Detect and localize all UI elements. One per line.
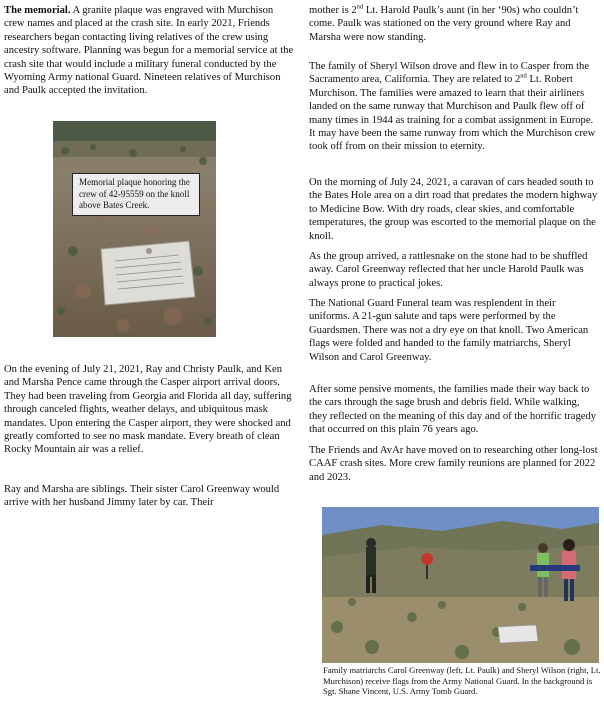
ceremony-image (322, 507, 599, 663)
rattlesnake-paragraph: As the group arrived, a rattlesnake on the stone had to be shuffled away. Carol Greenway reflected that her uncle Harold Paulk was always prone to practical jokes. (309, 251, 588, 289)
reunions-paragraph: The Friends and AvAr have moved on to researching other long-lost CAAF crash sites. More crew family reunions are planned for 2022 and 2023. (309, 445, 598, 483)
wilson-text-b: Lt. Robert Murchison. The families were amazed to learn that their airliners landed on the same runway that Murchison and Paulk flew off of many times in 1944 as training for a combat assignment in Europe. It may have been the same runway from which the Murchison crew took off from on their mission to eternity. (309, 74, 596, 153)
section-title: The memorial. (4, 5, 71, 16)
ceremony-photo (322, 507, 599, 663)
reflection-paragraph: After some pensive moments, the families made their way back to the cars through the sage brush and debris field. While walking, they reflected on the meaning of this day and of the horrific tragedy that occurred on this plain 76 years ago. (309, 384, 597, 436)
wilson-text-a: The family of Sheryl Wilson drove and flew in to Casper from the Sacramento area, California. They are related to 2 (309, 61, 590, 86)
memorial-plaque-image (53, 121, 216, 337)
mother-paragraph (309, 4, 599, 44)
photo-caption: Family matriarchs Carol Greenway (left, Lt. Paulk) and Sheryl Wilson (right, Lt. Murchison) receive flags from the Army National Guard. In the background is Sgt. Shane Vincent, U.S. Army Tomb Guard. (323, 665, 601, 697)
caravan-paragraph: On the morning of July 24, 2021, a caravan of cars headed south to the Bates Hole area on a dirt road that predates the modern highway to Medicine Bow. With dry roads, clear skies, and comfortable temperatures, the group was escorted to the memorial plaque on the knoll. (309, 177, 598, 242)
memorial-text: A granite plaque was engraved with Murchison crew names and placed at the crash site. In early 2021, Friends researchers began contacting living relatives of the crew using ancestry software. Planning was begun for a memorial service at the crash site that would include a military funeral conducted by the Wyoming Army national Guard. Nineteen relatives of Murchison and Paulk accepted the invitation. (4, 5, 294, 97)
memorial-plaque-photo (53, 121, 216, 337)
ordinal-suffix: nd (356, 3, 364, 11)
mother-text-a: mother is 2 (309, 5, 357, 16)
funeral-paragraph: The National Guard Funeral team was resplendent in their uniforms. A 21-gun salute and taps were performed by the Guardsmen. There was not a dry eye on that knoll. Two American flags were folded and handed to the family matriarchs, Sheryl Wilson and Carol Greenway. (309, 298, 589, 363)
ordinal-suffix: nd (520, 72, 527, 80)
siblings-paragraph: Ray and Marsha are siblings. Their sister Carol Greenway would arrive with her husband Jimmy later by car. Their (4, 484, 280, 509)
wilson-paragraph (309, 60, 599, 154)
mother-text-b: Lt. Harold Paulk’s aunt (in her ‘90s) who couldn’t come. Paulk was stationed on the very ground where Ray and Marsha were now standing. (309, 5, 579, 43)
memorial-paragraph (4, 4, 294, 98)
arrival-paragraph: On the evening of July 21, 2021, Ray and Christy Paulk, and Ken and Marsha Pence came through the Casper airport arrival doors. They had been traveling from Georgia and Florida all day, suffering through canceled flights, weather delays, and ubiquitous mask mandates. Upon entering the Casper airport, they were shocked and greatly comforted to see no mask mandate. Every breath of clean Rocky Mountain air was a relief. (4, 364, 292, 456)
photo-callout: Memorial plaque honoring the crew of 42-95559 on the knoll above Bates Creek. (72, 173, 200, 216)
